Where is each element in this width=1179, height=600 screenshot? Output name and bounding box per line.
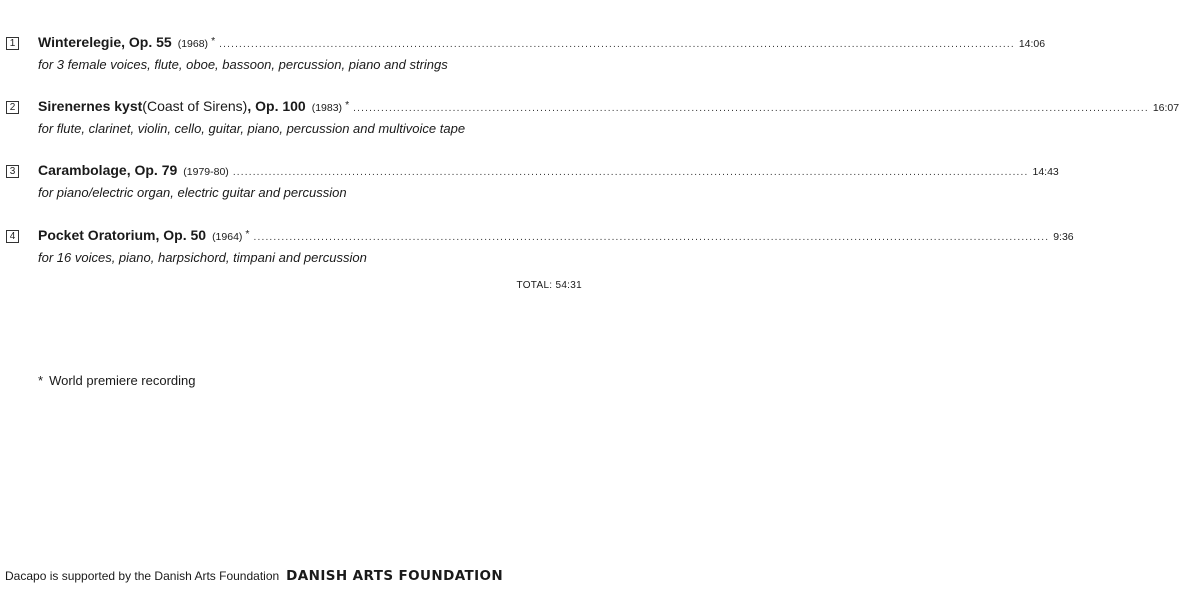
premiere-mark: *: [211, 35, 216, 47]
danish-arts-foundation-logo: DANISH ARTS FOUNDATION: [286, 568, 504, 584]
dot-leader: ........................................................................................................................................................................................................: [219, 39, 1015, 50]
track-title: Winterelegie, Op. 55: [38, 34, 172, 50]
track-instrumentation: for 16 voices, piano, harpsichord, timpani and percussion: [38, 250, 367, 265]
track-instrumentation: for 3 female voices, flute, oboe, bassoon, percussion, piano and strings: [38, 57, 448, 72]
track-number: 2: [6, 101, 19, 114]
footnote-mark: *: [38, 373, 44, 388]
track-duration: 9:36: [1053, 231, 1074, 243]
track-duration: 16:07: [1152, 102, 1179, 114]
track-opus: , Op. 100: [247, 98, 306, 114]
track-title: Sirenernes kyst: [38, 98, 143, 114]
dot-leader: ........................................................................................................................................................................................................: [253, 232, 1050, 243]
track-year: (1968): [177, 38, 209, 50]
dot-leader: ........................................................................................................................................................................................................: [353, 103, 1149, 114]
track-title-translation: (Coast of Sirens): [142, 98, 248, 114]
dot-leader: ........................................................................................................................................................................................................: [232, 167, 1029, 178]
track-duration: 14:06: [1018, 38, 1046, 50]
support-line: [5, 568, 503, 584]
track-year: (1983): [311, 102, 343, 114]
premiere-mark: *: [245, 228, 250, 240]
track-title: Carambolage, Op. 79: [38, 162, 178, 178]
footnote-text: World premiere recording: [49, 373, 196, 388]
track-duration: 14:43: [1032, 166, 1059, 178]
track-number: 1: [6, 37, 19, 50]
premiere-mark: *: [345, 99, 350, 111]
track-number: 3: [6, 165, 19, 178]
support-text: Dacapo is supported by the Danish Arts Foundation: [5, 569, 280, 583]
track-instrumentation: for piano/electric organ, electric guitar and percussion: [38, 185, 347, 200]
track-year: (1964): [212, 231, 243, 243]
footnote: [38, 373, 196, 388]
track-year: (1979-80): [183, 166, 229, 178]
track-title: Pocket Oratorium, Op. 50: [38, 227, 207, 243]
total-duration: TOTAL: 54:31: [516, 280, 582, 291]
track-instrumentation: for flute, clarinet, violin, cello, guitar, piano, percussion and multivoice tape: [38, 121, 466, 136]
track-number: 4: [6, 230, 19, 243]
